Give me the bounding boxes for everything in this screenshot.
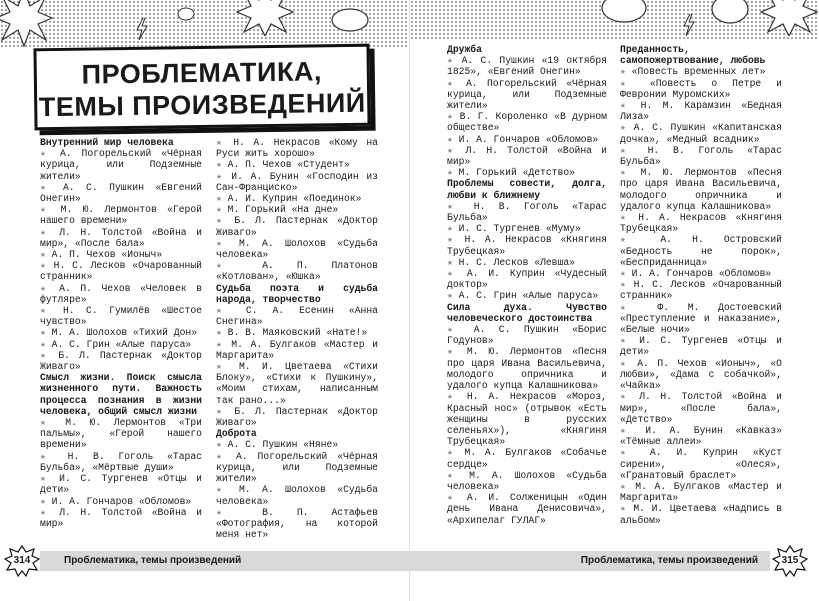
star-bullet-icon: ★ — [620, 503, 627, 515]
list-item — [216, 484, 378, 506]
star-bullet-icon: ★ — [620, 357, 629, 369]
page-number-badge — [772, 545, 808, 577]
star-bullet-icon: ★ — [447, 167, 453, 179]
list-item-text: Н. С. Лесков «Очарованный странник» — [620, 279, 782, 302]
list-item-text: М. А. Булгаков «Мастер и Маргарита» — [620, 480, 782, 504]
star-bullet-icon: ★ — [40, 506, 50, 518]
page-number: 315 — [781, 555, 799, 566]
list-item-text: Н. А. Некрасов «Княгиня Трубецкая» — [620, 212, 782, 235]
list-item — [40, 417, 202, 451]
list-item-text: Н. В. Гоголь «Тарас Бульба» — [620, 144, 782, 168]
list-item-text: М. Ю. Лермонтов «Три пальмы», «Герой нашего времени» — [40, 417, 202, 451]
star-bullet-icon: ★ — [620, 335, 630, 347]
list-item-text: И. А. Гончаров «Обломов» — [51, 495, 192, 507]
list-item — [447, 223, 607, 234]
star-bullet-icon: ★ — [620, 100, 631, 112]
list-item — [40, 148, 202, 182]
list-item-text: М. Ю. Лермонтов «Песня про царя Ивана Васильевича, молодого опричника и удалого купца Калашникова» — [447, 346, 607, 392]
star-bullet-icon: ★ — [216, 361, 228, 373]
list-item-text: М. Горький «На дне» — [227, 204, 339, 216]
list-item — [216, 451, 378, 485]
list-item — [40, 249, 202, 260]
star-bullet-icon: ★ — [216, 439, 222, 451]
star-bullet-icon: ★ — [40, 226, 50, 238]
list-item-text: Н. С. Лесков «Очарованный странник» — [40, 260, 202, 283]
list-item-text: Б. Л. Пастернак «Доктор Живаго» — [216, 405, 378, 429]
list-item-text: И. А. Гончаров «Обломов» — [458, 133, 599, 145]
list-item-text: М. И. Цветаева «Надпись в альбом» — [620, 503, 782, 526]
list-item-text: Н. В. Гоголь «Тарас Бульба», «Мёртвые души» — [40, 450, 202, 473]
section-heading: Смысл жизни. Поиск смысла жизненного пути. Важность процесса познания в жизни человека, общий смысл жизни — [40, 372, 202, 417]
star-bullet-icon: ★ — [40, 181, 52, 193]
list-item — [620, 100, 782, 122]
page-number: 314 — [13, 555, 31, 566]
list-item — [447, 290, 607, 301]
star-bullet-icon: ★ — [620, 234, 641, 246]
star-bullet-icon: ★ — [40, 249, 46, 261]
star-bullet-icon: ★ — [447, 200, 461, 212]
list-item — [40, 473, 202, 495]
star-bullet-icon: ★ — [447, 324, 461, 336]
list-item-text: А. И. Куприн «Чудесный доктор» — [447, 268, 607, 291]
star-bullet-icon: ★ — [620, 480, 628, 492]
star-bullet-icon: ★ — [40, 417, 53, 429]
list-item-text: А. П. Чехов «Ионыч», «О любви», «Дама с собачкой», «Чайка» — [620, 357, 782, 392]
star-bullet-icon: ★ — [216, 305, 231, 317]
list-item — [447, 257, 607, 268]
list-item-text: Н. А. Некрасов «Мороз, Красный нос» (отрывок «Есть женщины в русских селеньях»), «Княгиня Трубецкая» — [447, 391, 607, 448]
starburst-decoration — [760, 0, 818, 36]
list-item — [216, 507, 378, 541]
cloud-decoration — [600, 0, 648, 26]
list-item — [447, 470, 607, 492]
star-bullet-icon: ★ — [620, 212, 630, 224]
list-item — [40, 260, 202, 282]
list-item-text: А. П. Платонов «Котлован», «Юшка» — [216, 260, 378, 283]
star-bullet-icon: ★ — [447, 346, 457, 358]
star-bullet-icon: ★ — [447, 234, 456, 246]
star-bullet-icon: ★ — [40, 349, 50, 361]
list-item — [620, 279, 782, 301]
list-item-text: И. С. Тургенев «Отцы и дети» — [620, 335, 782, 358]
list-item-text: «Повесть временных лет» — [631, 66, 766, 78]
star-bullet-icon: ★ — [216, 204, 222, 216]
star-bullet-icon: ★ — [447, 144, 457, 156]
list-item-text: В. П. Астафьев «Фотография, на которой меня нет» — [216, 506, 378, 541]
right-page — [410, 0, 819, 601]
section-heading: Доброта — [216, 428, 257, 440]
list-item — [620, 302, 782, 336]
list-item — [447, 324, 607, 346]
list-item — [620, 122, 782, 144]
list-item-text: А. Погорельский «Чёрная курица, или Подземные жители» — [40, 148, 202, 182]
section-heading: Преданность, самопожертвование, любовь — [620, 44, 766, 67]
bubble-decoration — [710, 0, 750, 26]
list-item-text: И. С. Тургенев «Отцы и дети» — [40, 473, 202, 496]
lightning-icon — [135, 18, 149, 40]
lightning-icon — [682, 14, 696, 36]
title-line-1: ПРОБЛЕМАТИКА, — [81, 56, 323, 90]
list-item-text: Н. В. Гоголь «Тарас Бульба» — [447, 200, 607, 224]
list-item — [447, 346, 607, 391]
list-item — [216, 171, 378, 193]
footer-title: Проблематика, темы произведений — [64, 555, 242, 566]
list-item — [40, 227, 202, 249]
list-item-text: Н. С. Гумилёв «Шестое чувство» — [40, 305, 202, 328]
list-item — [620, 391, 782, 425]
list-item — [447, 78, 607, 112]
list-item — [40, 339, 202, 350]
list-item-text: А. Погорельский «Чёрная курица, или Подземные жители» — [216, 450, 378, 485]
list-item — [620, 66, 782, 77]
star-bullet-icon: ★ — [40, 204, 51, 216]
list-item — [620, 481, 782, 503]
left-column-1 — [40, 137, 202, 529]
star-bullet-icon: ★ — [216, 405, 226, 417]
list-item — [447, 492, 607, 526]
list-item — [447, 111, 607, 133]
title-line-2: ТЕМЫ ПРОИЗВЕДЕНИЙ — [38, 87, 366, 123]
list-item-text: А. С. Пушкин «19 октября 1825», «Евгений Онегин» — [447, 55, 607, 78]
list-item-text: А. С. Пушкин «Евгений Онегин» — [40, 181, 202, 205]
list-item — [447, 234, 607, 256]
star-bullet-icon: ★ — [40, 327, 46, 339]
list-item — [216, 137, 378, 159]
list-item — [620, 212, 782, 234]
right-column-1 — [447, 44, 607, 526]
list-item — [40, 507, 202, 529]
list-item — [620, 447, 782, 481]
list-item-text: Л. Н. Толстой «Война и мир», «После бала» — [40, 226, 202, 249]
section-heading: Проблемы совести, долга, любви к ближнему — [447, 178, 607, 201]
star-bullet-icon: ★ — [620, 167, 631, 179]
list-item — [216, 204, 378, 215]
star-bullet-icon: ★ — [40, 282, 50, 294]
footer-bar — [410, 551, 770, 571]
list-item-text: Б. Л. Пастернак «Доктор Живаго» — [216, 215, 378, 238]
list-item-text: М. А. Шолохов «Тихий Дон» — [51, 327, 198, 339]
list-item-text: А. С. Грин «Алые паруса» — [51, 338, 192, 350]
star-bullet-icon: ★ — [447, 268, 457, 280]
star-bullet-icon: ★ — [447, 223, 453, 235]
list-item — [447, 447, 607, 469]
star-bullet-icon: ★ — [447, 492, 457, 504]
star-bullet-icon: ★ — [216, 484, 228, 496]
star-bullet-icon: ★ — [620, 122, 627, 134]
list-item-text: Л. Н. Толстой «Война и мир» — [447, 144, 607, 168]
star-bullet-icon: ★ — [40, 338, 46, 350]
list-item-text: М. А. Шолохов «Судьба человека» — [447, 469, 607, 492]
list-item-text: С. А. Есенин «Анна Снегина» — [216, 305, 378, 328]
star-bullet-icon: ★ — [216, 260, 240, 272]
list-item — [216, 339, 378, 361]
section-heading: Дружба — [447, 44, 482, 55]
list-item-text: М. И. Цветаева «Стихи Блоку», «Стихи к Пушкину», «Моим стихам, написанным так рано...» — [216, 361, 378, 406]
star-bullet-icon: ★ — [216, 193, 222, 205]
list-item — [40, 350, 202, 372]
list-item — [40, 496, 202, 507]
bubble-decoration — [176, 6, 196, 22]
star-bullet-icon: ★ — [40, 260, 47, 272]
list-item-text: И. А. Бунин «Кавказ» «Тёмные аллеи» — [620, 424, 782, 448]
star-bullet-icon: ★ — [40, 148, 50, 160]
list-item-text: А. Н. Островский «Бедность не порок», «Бесприданница» — [620, 234, 782, 268]
star-bullet-icon: ★ — [620, 144, 634, 156]
list-item-text: В. Г. Короленко «В дурном обществе» — [447, 111, 607, 134]
list-item-text: А. С. Грин «Алые паруса» — [458, 290, 599, 302]
left-page — [0, 0, 409, 601]
list-item-text: А. И. Куприн «Куст сирени», «Олеся», «Гранатовый браслет» — [620, 447, 782, 481]
list-item — [216, 193, 378, 204]
list-item — [216, 159, 378, 170]
cloud-decoration — [330, 6, 370, 34]
star-bullet-icon: ★ — [620, 391, 630, 403]
star-bullet-icon: ★ — [447, 55, 455, 67]
star-bullet-icon: ★ — [40, 473, 50, 485]
list-item-text: А. И. Солженицын «Один день Ивана Денисовича», «Архипелаг ГУЛАГ» — [447, 492, 607, 526]
list-item-text: Ф. М. Достоевский «Преступление и наказание», «Белые ночи» — [620, 301, 782, 336]
list-item — [216, 439, 378, 450]
list-item — [216, 327, 378, 338]
star-bullet-icon: ★ — [620, 279, 627, 291]
list-item — [447, 391, 607, 447]
footer-bar — [40, 551, 409, 571]
star-bullet-icon: ★ — [447, 133, 453, 145]
list-item — [447, 134, 607, 145]
section-heading: Сила духа. Чувство человеческого достоинства — [447, 301, 607, 324]
list-item-text: Л. Н. Толстой «Война и мир», «После бала», «Детство» — [620, 391, 782, 425]
star-bullet-icon: ★ — [216, 450, 226, 462]
footer-title: Проблематика, темы произведений — [580, 555, 758, 566]
star-bullet-icon: ★ — [620, 424, 633, 436]
list-item-text: А. П. Чехов «Студент» — [227, 159, 350, 171]
list-item — [447, 167, 607, 178]
list-item — [216, 406, 378, 428]
star-bullet-icon: ★ — [216, 137, 225, 148]
list-item — [620, 268, 782, 279]
star-bullet-icon: ★ — [447, 111, 454, 123]
list-item-text: А. П. Чехов «Человек в футляре» — [40, 282, 202, 305]
list-item-text: А. Погорельский «Чёрная курица, или Подземные жители» — [447, 77, 607, 112]
list-item — [40, 182, 202, 204]
star-bullet-icon: ★ — [620, 447, 635, 459]
section-heading: Судьба поэта и судьба народа, творчество — [216, 282, 378, 305]
list-item — [40, 451, 202, 473]
list-item-text: И. А. Бунин «Господин из Сан-Франциско» — [216, 170, 378, 193]
list-item — [620, 335, 782, 357]
list-item-text: М. А. Булгаков «Собачье сердце» — [447, 447, 607, 470]
star-bullet-icon: ★ — [216, 215, 226, 227]
list-item — [216, 361, 378, 406]
list-item-text: А. С. Пушкин «Няне» — [227, 439, 339, 451]
star-bullet-icon: ★ — [620, 268, 626, 280]
list-item — [620, 358, 782, 392]
title-banner — [33, 44, 370, 131]
list-item — [40, 204, 202, 226]
star-bullet-icon: ★ — [447, 447, 456, 459]
page-number-badge — [4, 545, 40, 577]
list-item-text: И. С. Тургенев «Муму» — [458, 223, 581, 235]
star-bullet-icon: ★ — [447, 256, 453, 268]
list-item-text: Н. С. Лесков «Левша» — [458, 256, 575, 268]
list-item — [40, 327, 202, 338]
star-bullet-icon: ★ — [216, 159, 222, 171]
star-bullet-icon: ★ — [216, 170, 224, 182]
section-heading: Внутренний мир человека — [40, 137, 174, 148]
list-item — [447, 145, 607, 167]
list-item-text: В. В. Маяковский «Нате!» — [227, 327, 368, 339]
list-item-text: М. Горький «Детство» — [458, 167, 575, 179]
star-bullet-icon: ★ — [40, 305, 52, 317]
list-item — [620, 167, 782, 212]
list-item-text: А. С. Пушкин «Капитанская дочка», «Медный всадник» — [620, 122, 782, 145]
list-item-text: А. П. Чехов «Ионыч» — [51, 249, 163, 261]
list-item — [447, 201, 607, 223]
star-bullet-icon: ★ — [447, 290, 453, 302]
list-item — [620, 425, 782, 447]
page-title — [36, 47, 367, 124]
list-item — [620, 503, 782, 525]
list-item-text: М. А. Шолохов «Судьба человека» — [216, 237, 378, 261]
list-item — [40, 283, 202, 305]
list-item-text: М. Ю. Лермонтов «Песня про царя Ивана Васильевича, молодого опричника и удалого купца Калашникова» — [620, 167, 782, 212]
starburst-decoration — [0, 0, 54, 48]
star-bullet-icon: ★ — [216, 338, 224, 350]
list-item — [40, 305, 202, 327]
list-item — [620, 145, 782, 167]
list-item-text: И. А. Гончаров «Обломов» — [631, 268, 772, 280]
list-item-text: «Повесть о Петре и Февронии Муромских» — [620, 77, 782, 100]
star-bullet-icon: ★ — [40, 450, 54, 462]
list-item-text: Б. Л. Пастернак «Доктор Живаго» — [40, 349, 202, 373]
list-item-text: Н. М. Карамзин «Бедная Лиза» — [620, 100, 782, 123]
star-bullet-icon: ★ — [447, 391, 457, 403]
starburst-decoration — [236, 0, 294, 36]
list-item — [216, 305, 378, 327]
star-bullet-icon: ★ — [216, 237, 228, 249]
star-bullet-icon: ★ — [620, 66, 626, 78]
list-item — [620, 234, 782, 268]
star-bullet-icon: ★ — [216, 327, 222, 339]
list-item-text: М. А. Булгаков «Мастер и Маргарита» — [216, 338, 378, 361]
list-item-text: Л. Н. Толстой «Война и мир» — [40, 506, 202, 529]
list-item-text: А. С. Пушкин «Борис Годунов» — [447, 324, 607, 347]
star-bullet-icon: ★ — [620, 301, 639, 313]
list-item-text: М. А. Шолохов «Судьба человека» — [216, 484, 378, 507]
star-bullet-icon: ★ — [447, 469, 459, 481]
list-item — [447, 55, 607, 77]
list-item-text: Н. А. Некрасов «Княгиня Трубецкая» — [447, 234, 607, 257]
list-item — [216, 260, 378, 282]
star-bullet-icon: ★ — [40, 495, 46, 507]
right-column-2 — [620, 44, 782, 526]
list-item-text: Н. А. Некрасов «Кому на Руси жить хорошо» — [216, 137, 378, 160]
list-item-text: М. Ю. Лермонтов «Герой нашего времени» — [40, 204, 202, 227]
list-item — [216, 238, 378, 260]
list-item — [447, 268, 607, 290]
star-bullet-icon: ★ — [447, 77, 457, 89]
list-item-text: А. И. Куприн «Поединок» — [227, 193, 362, 205]
left-column-2 — [216, 137, 378, 540]
list-item — [620, 78, 782, 100]
star-bullet-icon: ★ — [620, 77, 635, 89]
star-bullet-icon: ★ — [216, 506, 240, 518]
list-item — [216, 215, 378, 237]
